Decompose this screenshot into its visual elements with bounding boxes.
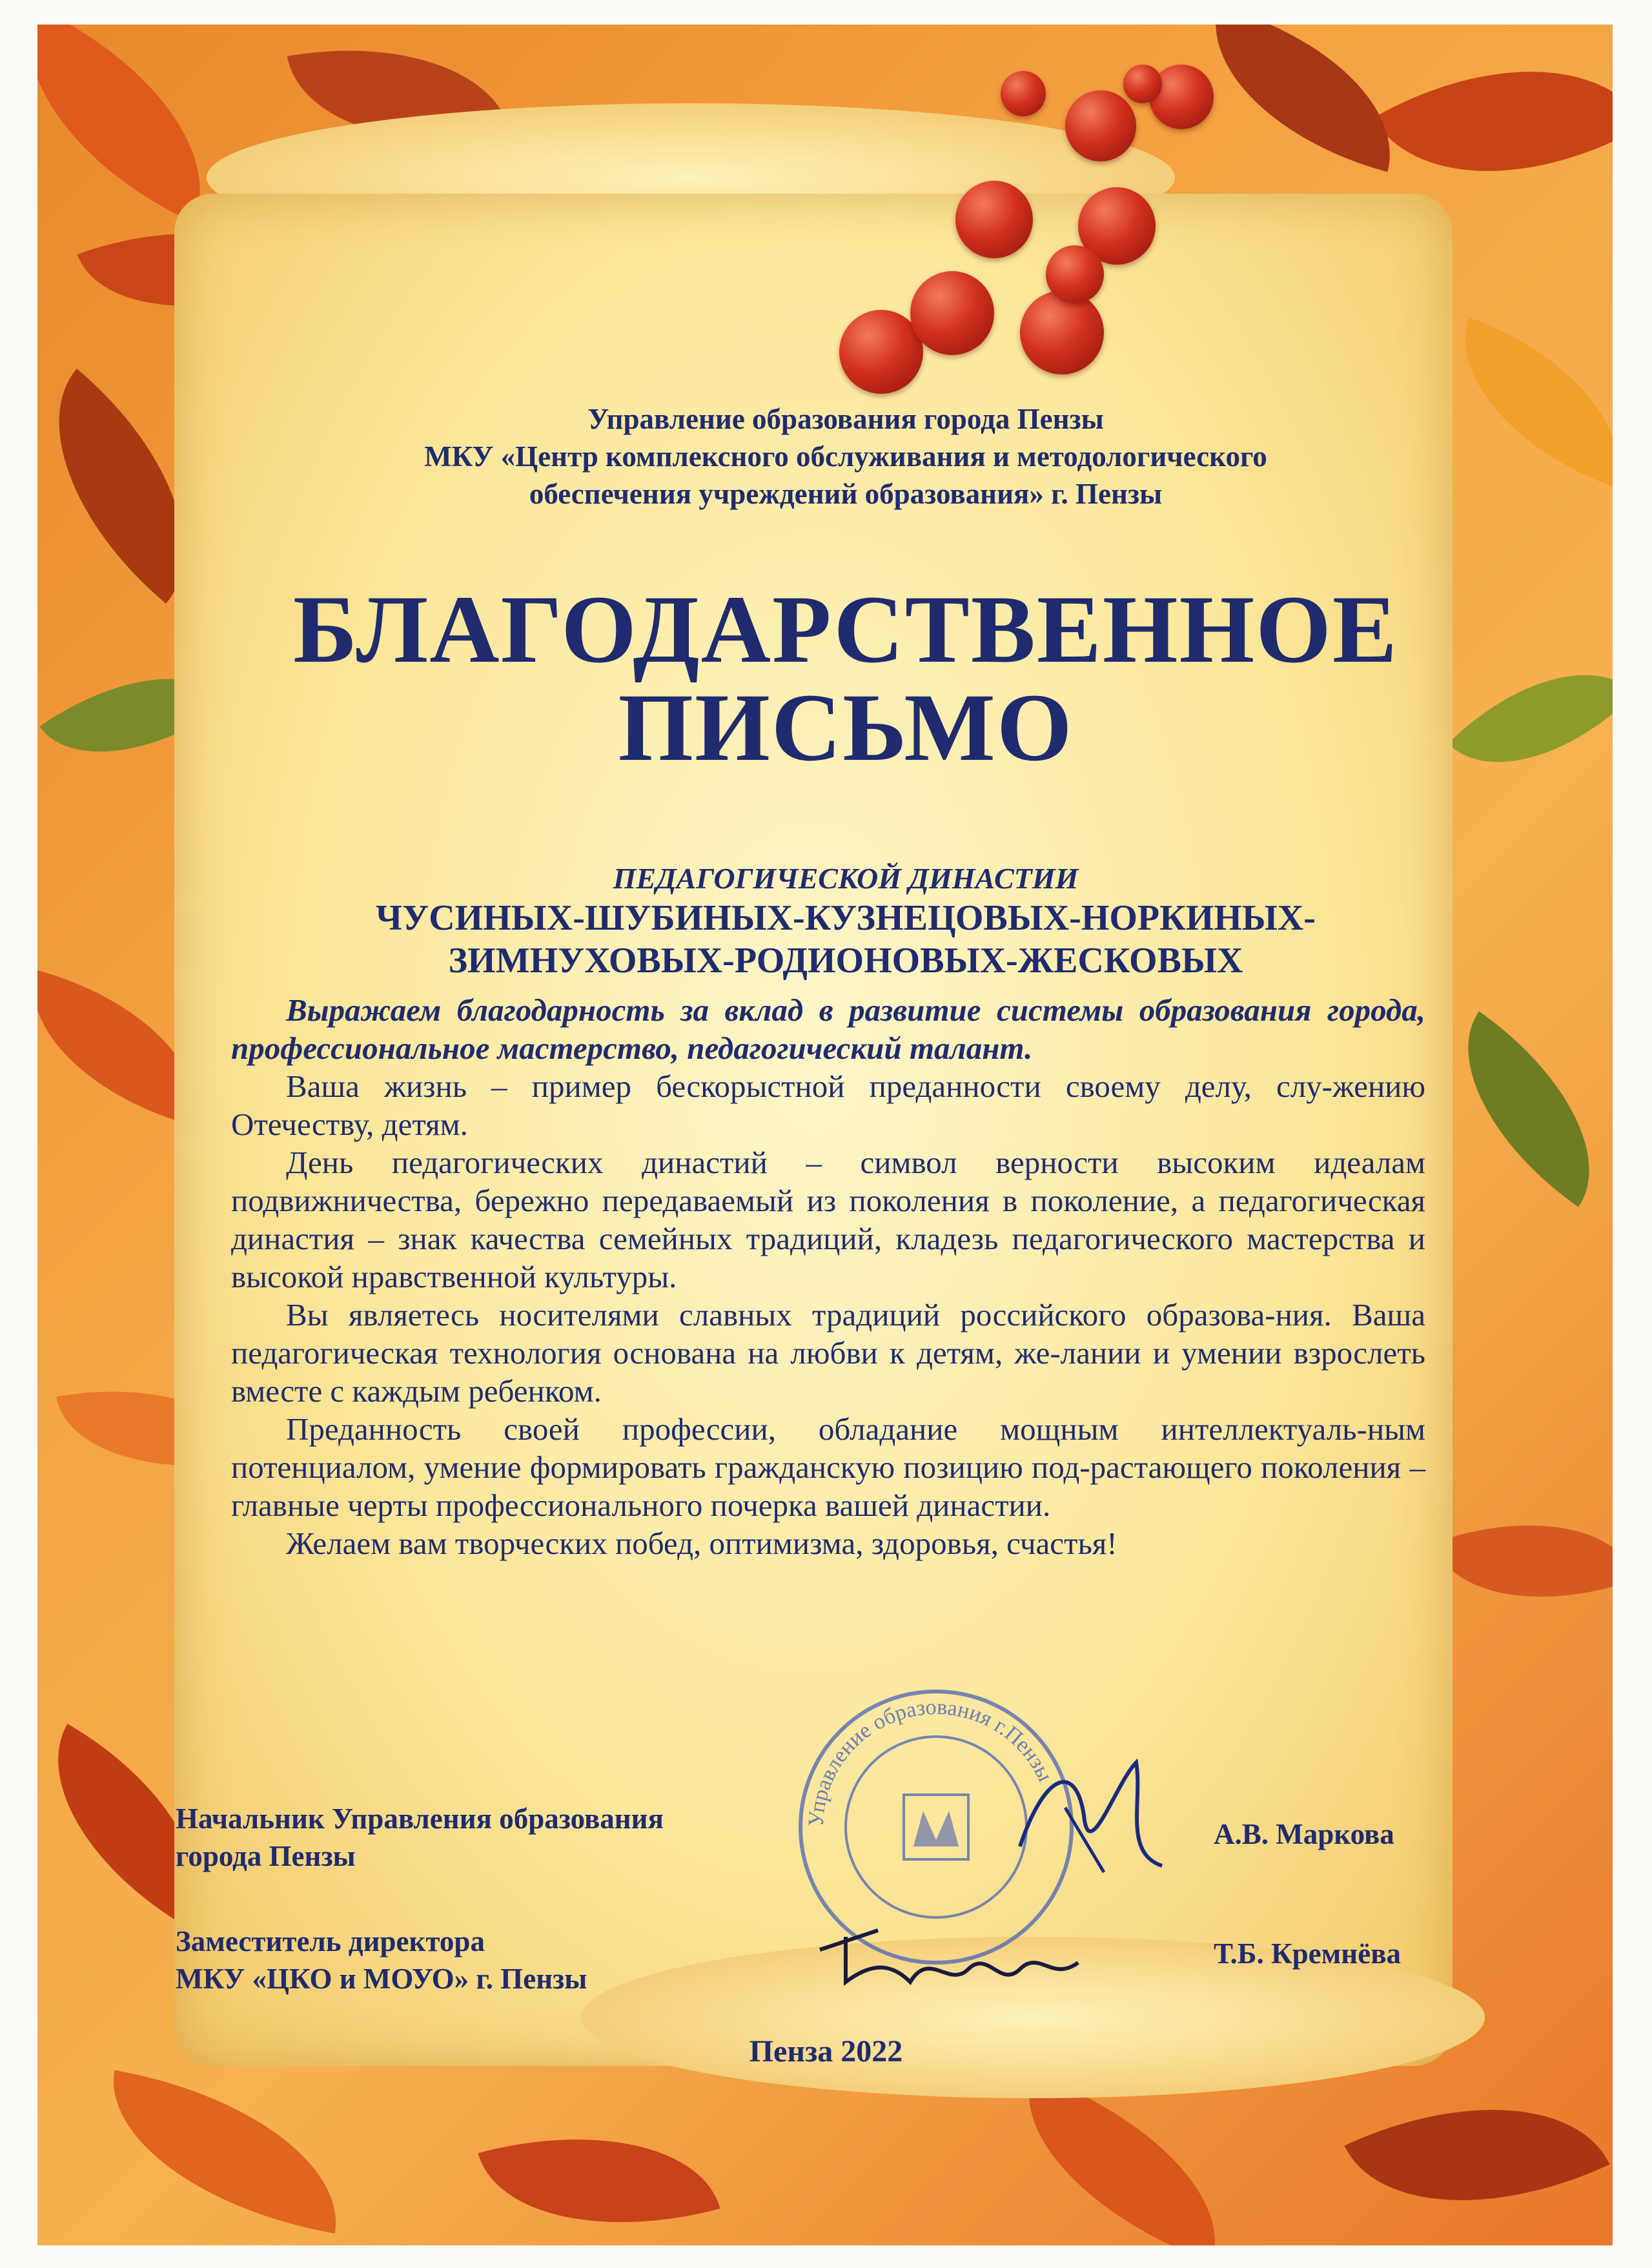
berry-decoration: [1046, 245, 1104, 303]
berry-decoration: [1065, 90, 1136, 161]
berry-decoration: [1001, 71, 1046, 116]
body-paragraph-3: Вы являетесь носителями славных традиций российского образова-ния. Ваша педагогическая технология основана на любви к детям, же-лании и умении взрослеть вместе с каждым ребенком.: [231, 1297, 1425, 1409]
body-paragraph-2: День педагогических династий – символ верности высоким идеалам подвижничества, бережно передаваемый из поколения в поколение, а педагогическая династия – знак качества семейных традиций, кладезь педагогического мастерства и высокой нравственной культуры.: [231, 1145, 1425, 1294]
signatory-1-name: А.В. Маркова: [1214, 1818, 1394, 1850]
org-line-3: обеспечения учреждений образования» г. Пензы: [529, 478, 1163, 510]
place-and-year: Пенза 2022: [749, 2034, 903, 2069]
leaf-decoration: [37, 25, 247, 223]
signatory-1-title-line-1: Начальник Управления образования: [176, 1803, 664, 1835]
leaf-decoration: [993, 2074, 1251, 2245]
body-paragraph-5: Желаем вам творческих побед, оптимизма, здоровья, счастья!: [286, 1526, 1117, 1561]
title-line-2: ПИСЬМО: [618, 674, 1074, 781]
berry-decoration: [1123, 65, 1162, 103]
leaf-decoration: [1188, 25, 1418, 172]
leaf-decoration: [1345, 2047, 1610, 2245]
leaf-decoration: [1448, 625, 1613, 812]
leaf-decoration: [93, 2070, 356, 2233]
berry-decoration: [955, 181, 1033, 258]
body-paragraph-1: Ваша жизнь – пример бескорыстной преданности своему делу, слу-жению Отечеству, детям.: [231, 1068, 1425, 1142]
body-intro: Выражаем благодарность за вклад в развитие системы образования города, профессиональное мастерство, педагогический талант.: [231, 992, 1425, 1066]
letter-body: [231, 991, 1425, 1562]
recipient-names-line-1: ЧУСИНЫХ-ШУБИНЫХ-КУЗНЕЦОВЫХ-НОРКИНЫХ-: [376, 898, 1316, 938]
berry-decoration: [1020, 291, 1104, 374]
document-title: [252, 576, 1440, 781]
stamp-text: Управление образования г.Пензы: [804, 1695, 1057, 1828]
signatory-1-title: [176, 1800, 664, 1875]
signatory-2-title: [176, 1923, 587, 1997]
berry-decoration: [839, 310, 923, 394]
recipient-names-line-2: ЗИМНУХОВЫХ-РОДИОНОВЫХ-ЖЕСКОВЫХ: [448, 941, 1243, 981]
signature-markova: [1007, 1743, 1175, 1885]
org-line-2: МКУ «Центр комплексного обслуживания и методологического: [424, 440, 1267, 473]
leaf-decoration: [1432, 318, 1613, 487]
body-paragraph-4: Преданность своей профессии, обладание мощным интеллектуаль-ным потенциалом, умение формировать гражданскую позицию под-растающего поколения – главные черты профессионального почерка вашей династии.: [231, 1411, 1425, 1523]
signatory-2-title-line-1: Заместитель директора: [176, 1925, 485, 1957]
certificate-header: [252, 400, 1440, 982]
signature-kremneva: [807, 1911, 1104, 2001]
recipient-subtitle: ПЕДАГОГИЧЕСКОЙ ДИНАСТИИ: [613, 862, 1079, 895]
signatory-2-name: Т.Б. Кремнёва: [1214, 1937, 1401, 1970]
leaf-decoration: [478, 2096, 720, 2245]
signatory-1-title-line-2: города Пензы: [176, 1840, 356, 1872]
title-line-1: БЛАГОДАРСТВЕННОЕ: [293, 576, 1398, 683]
leaf-decoration: [1433, 1482, 1613, 1640]
signatory-2-title-line-2: МКУ «ЦКО и МОУО» г. Пензы: [176, 1963, 587, 1995]
org-line-1: Управление образования города Пензы: [587, 403, 1104, 435]
berry-decoration: [910, 271, 994, 355]
